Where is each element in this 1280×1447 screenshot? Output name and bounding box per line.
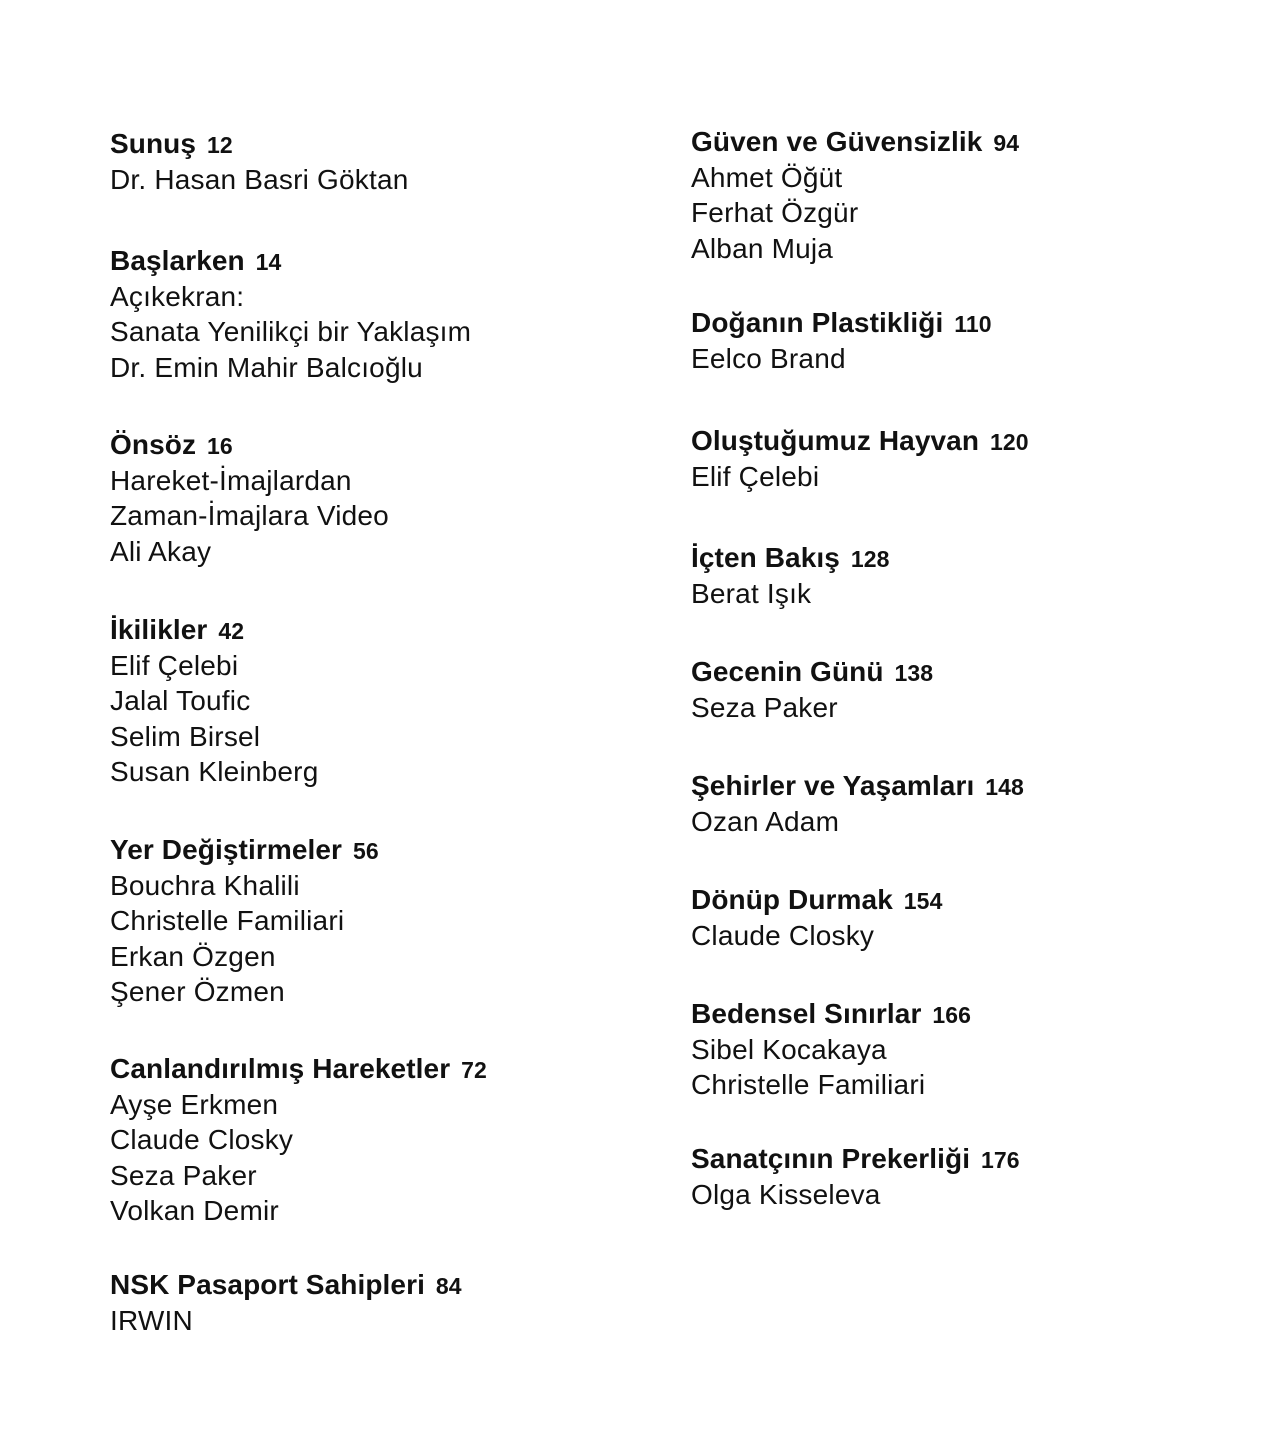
- entry-author: Berat Işık: [691, 578, 812, 609]
- entry-heading: [691, 996, 971, 1032]
- entry-author: Claude Closky: [691, 920, 875, 951]
- entry-author: IRWIN: [110, 1305, 193, 1336]
- entry-author: Erkan Özgen: [110, 940, 276, 972]
- entry-heading: [691, 124, 1019, 160]
- entry-author: Christelle Familiari: [691, 1069, 926, 1101]
- toc-entry: [110, 1267, 462, 1338]
- entry-author: Elif Çelebi: [110, 650, 239, 681]
- toc-entry: [691, 124, 1019, 266]
- toc-entry: [691, 996, 971, 1103]
- toc-entry: [691, 423, 1029, 494]
- entry-author: Ayşe Erkmen: [110, 1089, 279, 1120]
- entry-heading: [110, 1267, 462, 1303]
- toc-entry: [691, 540, 890, 611]
- entry-title: Önsöz: [110, 429, 197, 460]
- entry-author: Şener Özmen: [110, 975, 285, 1007]
- entry-page-number: 56: [352, 838, 379, 864]
- entry-page-number: 12: [206, 132, 233, 158]
- entry-title: NSK Pasaport Sahipleri: [110, 1269, 425, 1300]
- toc-entry: [110, 126, 409, 197]
- entry-heading: [691, 305, 992, 341]
- entry-heading: [691, 882, 942, 918]
- entry-author: Bouchra Khalili: [110, 870, 300, 901]
- entry-title: İkilikler: [110, 614, 208, 645]
- entry-line: Hareket-İmajlardan: [110, 465, 352, 496]
- entry-title: İçten Bakış: [691, 542, 840, 573]
- entry-page-number: 138: [894, 660, 934, 686]
- entry-title: Başlarken: [110, 245, 245, 276]
- entry-title: Sunuş: [110, 128, 197, 159]
- entry-heading: [110, 612, 318, 648]
- entry-line: Sanata Yenilikçi bir Yaklaşım: [110, 316, 472, 348]
- entry-author: Seza Paker: [691, 692, 838, 723]
- entry-page-number: 120: [989, 429, 1029, 455]
- toc-entry: [691, 305, 992, 376]
- entry-author: Dr. Hasan Basri Göktan: [110, 164, 409, 195]
- toc-entry: [110, 427, 389, 569]
- entry-author: Ahmet Öğüt: [691, 162, 843, 193]
- entry-author: Ali Akay: [110, 535, 212, 567]
- entry-heading: [110, 243, 471, 279]
- entry-title: Dönüp Durmak: [691, 884, 893, 915]
- entry-title: Sanatçının Prekerliği: [691, 1143, 971, 1174]
- entry-author: Volkan Demir: [110, 1194, 279, 1226]
- entry-author: Dr. Emin Mahir Balcıoğlu: [110, 351, 423, 383]
- entry-title: Canlandırılmış Hareketler: [110, 1053, 451, 1084]
- toc-entry: [110, 243, 471, 385]
- entry-page-number: 128: [850, 546, 890, 572]
- entry-title: Bedensel Sınırlar: [691, 998, 922, 1029]
- entry-heading: [691, 768, 1024, 804]
- entry-heading: [691, 654, 933, 690]
- entry-author: Ferhat Özgür: [691, 197, 859, 229]
- entry-title: Yer Değiştirmeler: [110, 834, 343, 865]
- entry-title: Gecenin Günü: [691, 656, 884, 687]
- entry-author: Ozan Adam: [691, 806, 840, 837]
- entry-author: Jalal Toufic: [110, 685, 251, 717]
- entry-author: Christelle Familiari: [110, 905, 345, 937]
- entry-author: Eelco Brand: [691, 343, 846, 374]
- entry-page-number: 14: [255, 249, 282, 275]
- toc-entry: [110, 612, 318, 789]
- entry-author: Sibel Kocakaya: [691, 1034, 887, 1065]
- entry-heading: [110, 1051, 487, 1087]
- entry-page-number: 72: [461, 1057, 487, 1083]
- entry-author: Elif Çelebi: [691, 461, 820, 492]
- entry-author: Seza Paker: [110, 1159, 257, 1191]
- entry-line: Açıkekran:: [110, 281, 245, 312]
- entry-page-number: 42: [218, 618, 245, 644]
- entry-heading: [110, 427, 389, 463]
- toc-entry: [110, 1051, 487, 1228]
- entry-title: Güven ve Güvensizlik: [691, 126, 983, 157]
- entry-page-number: 166: [932, 1002, 972, 1028]
- entry-page-number: 176: [980, 1147, 1020, 1173]
- entry-page-number: 110: [954, 311, 992, 337]
- entry-page-number: 154: [903, 888, 943, 914]
- entry-page-number: 148: [985, 774, 1024, 800]
- toc-entry: [110, 832, 379, 1009]
- toc-entry: [691, 768, 1024, 839]
- entry-page-number: 84: [435, 1273, 462, 1299]
- entry-author: Claude Closky: [110, 1124, 294, 1156]
- entry-heading: [110, 832, 379, 868]
- entry-page-number: 16: [206, 433, 233, 459]
- entry-author: Olga Kisseleva: [691, 1179, 881, 1210]
- entry-heading: [691, 423, 1029, 459]
- entry-author: Selim Birsel: [110, 720, 261, 752]
- entry-title: Oluştuğumuz Hayvan: [691, 425, 980, 456]
- entry-author: Alban Muja: [691, 232, 834, 264]
- entry-heading: [110, 126, 409, 162]
- entry-line: Zaman-İmajlara Video: [110, 500, 389, 532]
- entry-author: Susan Kleinberg: [110, 755, 319, 787]
- toc-entry: [691, 654, 933, 725]
- entry-title: Şehirler ve Yaşamları: [691, 770, 975, 801]
- entry-heading: [691, 540, 890, 576]
- entry-page-number: 94: [993, 130, 1020, 156]
- entry-heading: [691, 1141, 1020, 1177]
- toc-entry: [691, 882, 942, 953]
- toc-entry: [691, 1141, 1020, 1212]
- entry-title: Doğanın Plastikliği: [691, 307, 944, 338]
